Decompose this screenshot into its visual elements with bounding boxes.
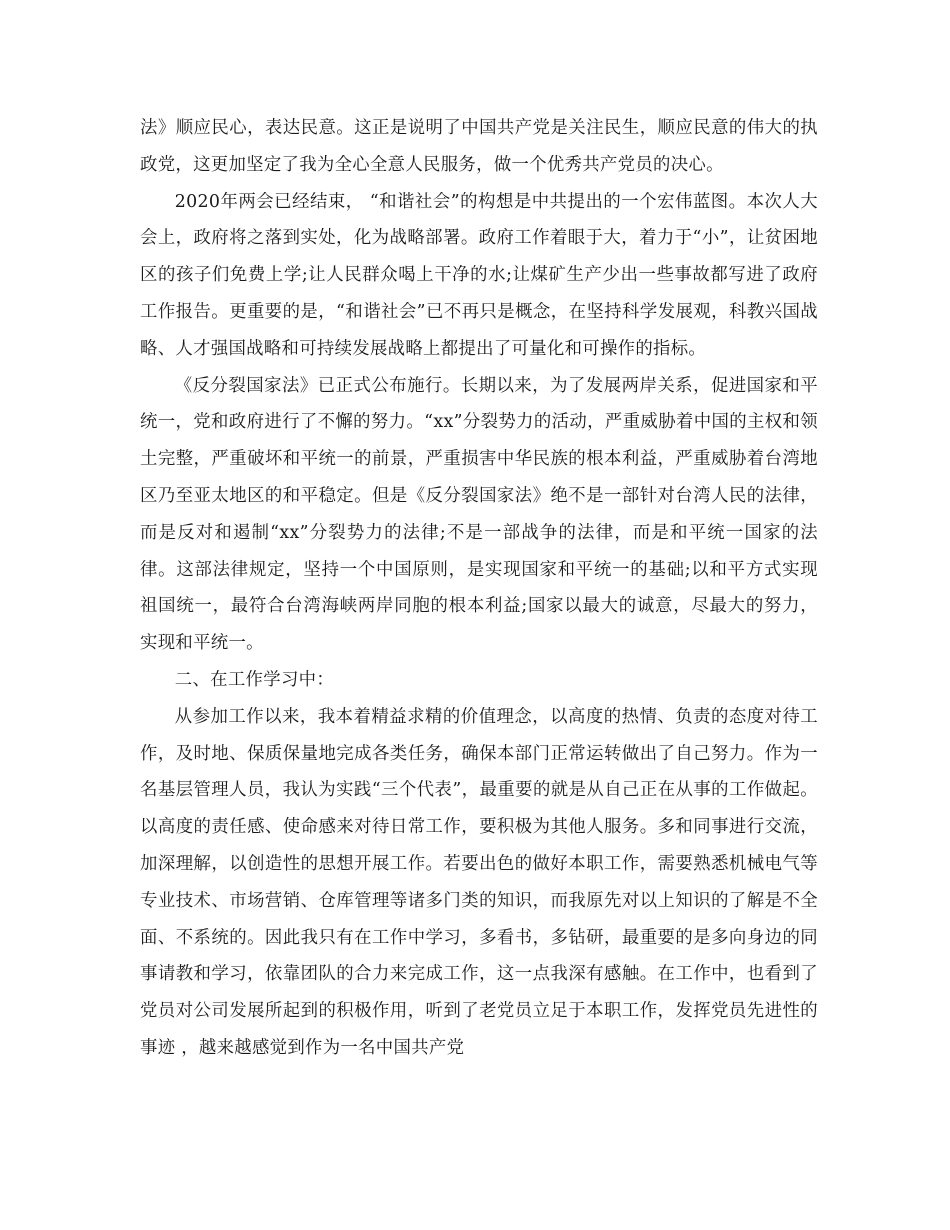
paragraph-continuation: 法》顺应民心，表达民意。这正是说明了中国共产党是关注民生，顺应民意的伟大的执政党，这更加坚定了我为全心全意人民服务，做一个优秀共产党员的决心。	[140, 118, 818, 175]
section-heading-work-study: 二、在工作学习中：	[174, 669, 335, 690]
paragraph-harmonious-society: 2020年两会已经结束， “和谐社会”的构想是中共提出的一个宏伟蓝图。本次人大会上，政府将之落到实处，化为战略部署。政府工作着眼于大，着力于“小”，让贫困地区的孩子们免费上学;让人民群众喝上干净的水;让煤矿生产少出一些事故都写进了政府工作报告。更重要的是，“和谐社会”已不再只是概念，在坚持科学发展观，科教兴国战略、人才强国战略和可持续发展战略上都提出了可量化和可操作的指标。	[140, 191, 818, 359]
paragraph-anti-secession-law: 《反分裂国家法》已正式公布施行。长期以来，为了发展两岸关系，促进国家和平统一，党和政府进行了不懈的努力。“xx”分裂势力的活动，严重威胁着中国的主权和领土完整，严重破坏和平统一的前景，严重损害中华民族的根本利益，严重威胁着台湾地区乃至亚太地区的和平稳定。但是《反分裂国家法》绝不是一部针对台湾人民的法律，而是反对和遏制“xx”分裂势力的法律;不是一部战争的法律，而是和平统一国家的法律。这部法律规定，坚持一个中国原则，是实现国家和平统一的基础;以和平方式实现祖国统一，最符合台湾海峡两岸同胞的根本利益;国家以最大的诚意，尽最大的努力，实现和平统一。	[140, 375, 818, 654]
document-body	[140, 110, 818, 1067]
paragraph-work-experience: 从参加工作以来，我本着精益求精的价值理念，以高度的热情、负责的态度对待工作，及时地、保质保量地完成各类任务，确保本部门正常运转做出了自己努力。作为一名基层管理人员，我认为实践“三个代表”，最重要的就是从自己正在从事的工作做起。以高度的责任感、使命感来对待日常工作，要积极为其他人服务。多和同事进行交流，加深理解，以创造性的思想开展工作。若要出色的做好本职工作，需要熟悉机械电气等专业技术、市场营销、仓库管理等诸多门类的知识，而我原先对以上知识的了解是不全面、不系统的。因此我只有在工作中学习，多看书，多钻研，最重要的是多向身边的同事请教和学习，依靠团队的合力来完成工作，这一点我深有感触。在工作中，也看到了党员对公司发展所起到的积极作用，听到了老党员立足于本职工作，发挥党员先进性的事迹 ，越来越感觉到作为一名中国共产党	[140, 706, 818, 1058]
